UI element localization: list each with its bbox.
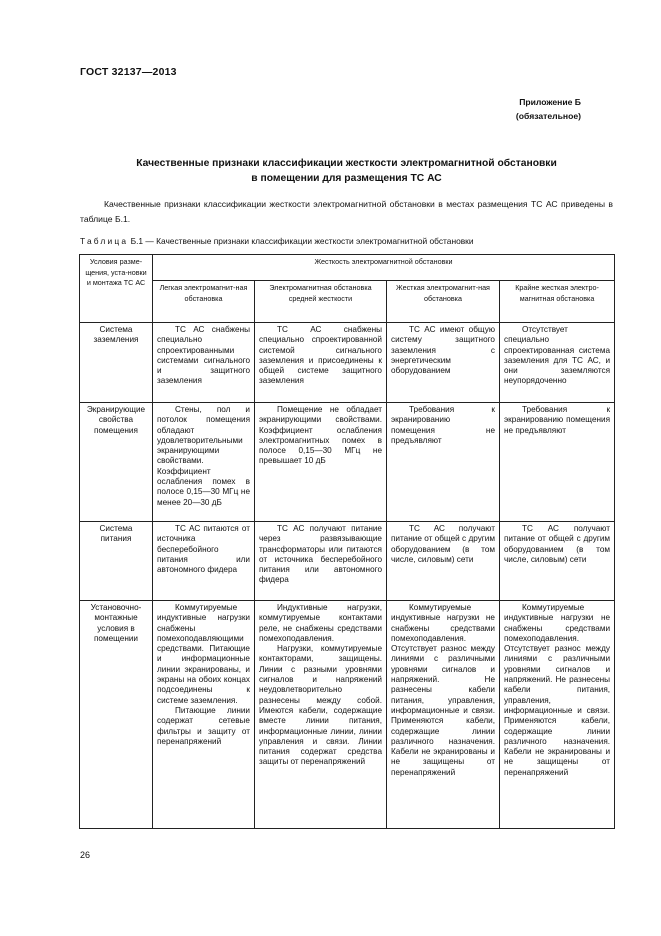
table-caption-text: Б.1 — Качественные признаки классификации жесткости электромагнитной обстановки	[128, 236, 474, 246]
cell-condition: Система питания	[80, 522, 153, 601]
cell-text: Коммутируемые индуктивные нагрузки снабжены помехоподавляющими средствами. Питающие и информационные линии экранированы, и экраны на обоих концах подсоединены к системе заземления.	[157, 603, 250, 705]
appendix-heading	[80, 95, 581, 123]
header-conditions: Условия разме-щения, уста-новки и монтажа ТС АС	[80, 255, 153, 323]
cell-text: Отсутствует специально спроектированная система заземления для ТС АС, и они заземляются неупорядоченно	[504, 325, 611, 386]
cell-hard	[387, 403, 500, 522]
header-hard: Жесткая электромагнит-ная обстановка	[387, 281, 500, 323]
cell-text: ТС АС снабжены специально спроектированными системами сигнального и защитного заземления	[157, 325, 250, 386]
table-row	[80, 601, 615, 829]
cell-hard	[387, 522, 500, 601]
table-row	[80, 522, 615, 601]
header-light: Легкая электромагнит-ная обстановка	[153, 281, 255, 323]
cell-text: Коммутируемые индуктивные нагрузки не снабжены средствами помехоподавления. Отсутствует разнос между линиями с различными уровнями сигналов и напряжений. Не разнесены кабели питания, управления, информационные и связи. Применяются кабели, содержащие линии различного назначения. Кабели не экранированы и не защищены от перенапряжений	[391, 603, 495, 777]
cell-text: Требования к экранированию помещения не предъявляют	[504, 405, 611, 435]
cell-text: Нагрузки, коммутируемые контакторами, защищены. Линии с разными уровнями сигналов и напряжений неудовлетворительно разнесены между собой. Имеются кабели, содержащие вместе линии питания, информационные линии, линии управления и связи. Линии питания содержат средства защиты от перенапряжений	[259, 644, 382, 767]
cell-medium	[255, 403, 387, 522]
cell-condition: Экранирующие свойства помещения	[80, 403, 153, 522]
cell-text: Коммутируемые индуктивные нагрузки не снабжены средствами помехоподавления. Отсутствует разнос между линиями с различными уровнями сигналов и напряжений. Не разнесены кабели питания, управления, информационные и связи. Применяются кабели, содержащие линии различного назначения. Кабели не экранированы и не защищены от перенапряжений	[504, 603, 611, 777]
cell-light	[153, 323, 255, 403]
classification-table	[79, 254, 615, 829]
cell-extreme	[500, 522, 615, 601]
cell-hard	[387, 601, 500, 829]
cell-text: Питающие линии содержат сетевые фильтры и защиту от перенапряжений	[157, 705, 250, 746]
appendix-label: Приложение Б	[519, 97, 581, 107]
header-medium: Электромагнитная обстановка средней жесткости	[255, 281, 387, 323]
cell-condition: Установочно-монтажные условия в помещении	[80, 601, 153, 829]
page-title	[80, 156, 613, 186]
cell-text: Индуктивные нагрузки, коммутируемые контактами реле, не снабжены средствами помехоподавления.	[259, 603, 382, 643]
cell-text: ТС АС имеют общую систему защитного заземления с энергетическим оборудованием	[391, 325, 495, 376]
appendix-status: (обязательное)	[515, 111, 581, 121]
cell-medium	[255, 323, 387, 403]
title-line-1: Качественные признаки классификации жесткости электромагнитной обстановки	[136, 158, 557, 169]
table-caption	[80, 236, 613, 246]
cell-text: ТС АС снабжены специально спроектированной системой сигнального заземления и присоединены к общей системе защитного заземления	[259, 325, 382, 386]
cell-condition: Система заземления	[80, 323, 153, 403]
page-number: 26	[80, 850, 91, 860]
table-row	[80, 403, 615, 522]
table-row	[80, 323, 615, 403]
cell-extreme	[500, 601, 615, 829]
intro-paragraph: Качественные признаки классификации жесткости электромагнитной обстановки в местах размещения ТС АС приведены в таблице Б.1.	[80, 199, 613, 224]
header-extreme: Крайне жесткая электро-магнитная обстановка	[500, 281, 615, 323]
cell-extreme	[500, 403, 615, 522]
cell-light	[153, 601, 255, 829]
cell-text: ТС АС получают питание от общей с другим оборудованием (в том числе, силовым) сети	[504, 524, 611, 564]
document-code: ГОСТ 32137—2013	[80, 66, 177, 78]
cell-text: ТС АС питаются от источника бесперебойного питания или автономного фидера	[157, 524, 250, 575]
cell-light	[153, 522, 255, 601]
cell-light	[153, 403, 255, 522]
cell-text: ТС АС получают питание от общей с другим оборудованием (в том числе, силовым) сети	[391, 524, 495, 564]
header-group: Жесткость электромагнитной обстановки	[153, 255, 615, 281]
cell-medium	[255, 601, 387, 829]
cell-text: Помещение не обладает экранирующими свойствами. Коэффициент ослабления электромагнитных помех в полосе 0,15—30 МГц не превышает 10 дБ	[259, 405, 382, 466]
cell-hard	[387, 323, 500, 403]
cell-text: ТС АС получают питание через развязывающие трансформаторы или питаются от источника бесперебойного питания или автономного фидера	[259, 524, 382, 585]
cell-text: Стены, пол и потолок помещения обладают удовлетворительными экранирующими свойствами. Коэффициент ослабления помех в полосе 0,15—30 МГц не менее 20—30 дБ	[157, 405, 250, 507]
cell-extreme	[500, 323, 615, 403]
cell-medium	[255, 522, 387, 601]
title-line-2: в помещении для размещения ТС АС	[251, 173, 442, 184]
cell-text: Требования к экранированию помещения не предъявляют	[391, 405, 495, 445]
table-caption-label: Таблица	[80, 236, 129, 246]
